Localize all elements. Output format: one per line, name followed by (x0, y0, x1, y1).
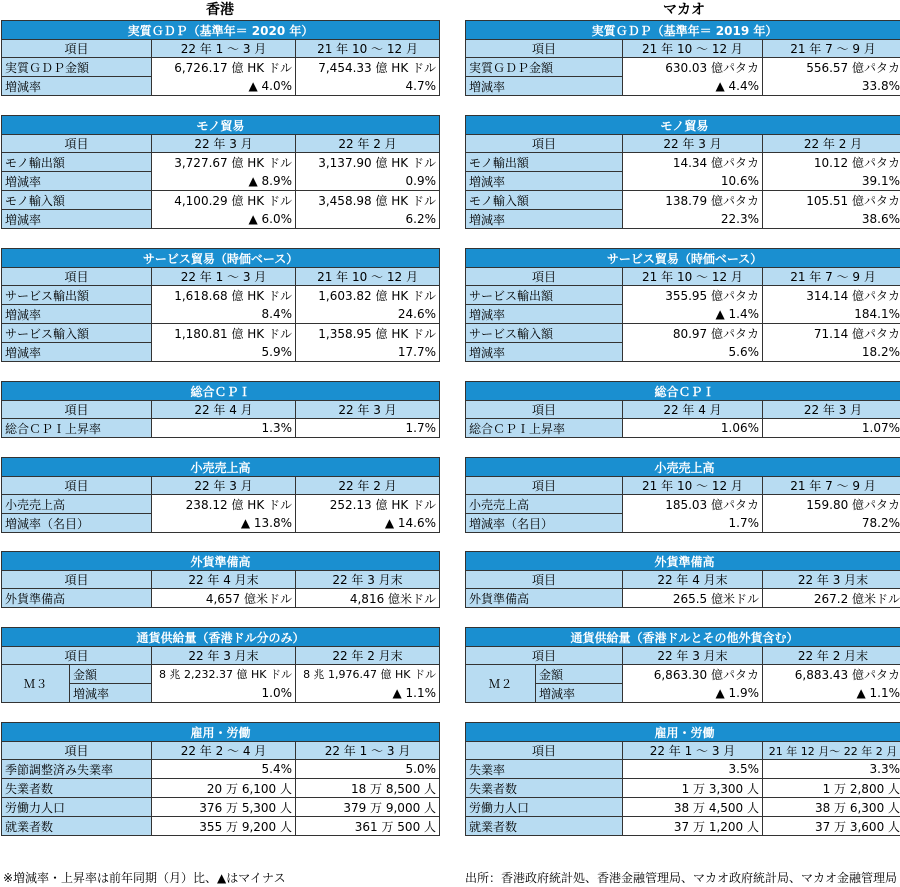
header-period-1: 22 年 1 ～ 3 月 (152, 40, 296, 58)
mo-services-table (465, 248, 900, 362)
header-item: 項目 (466, 401, 623, 419)
section-title: サービス貿易（時価ベース） (2, 249, 440, 268)
row-label: 増減率 (466, 172, 623, 191)
header-period-1: 22 年 4 月末 (152, 571, 296, 589)
mo-cpi-table (465, 381, 900, 438)
hong-kong-column (1, 0, 439, 836)
header-item: 項目 (466, 742, 623, 760)
value-cell: 71.14 億パタカ (763, 324, 900, 343)
row-label: サービス輸入額 (466, 324, 623, 343)
section-title: 総合ＣＰＩ (466, 382, 900, 401)
value-cell: 355 万 9,200 人 (152, 817, 296, 836)
value-cell: ▲ 13.8% (152, 514, 296, 533)
money-aggregate-label: Ｍ２ (466, 665, 536, 703)
section-title: 小売売上高 (466, 458, 900, 477)
value-cell: 376 万 5,300 人 (152, 798, 296, 817)
value-cell: 379 万 9,000 人 (296, 798, 440, 817)
header-period-1: 22 年 3 月末 (152, 647, 296, 665)
value-cell: ▲ 1.9% (623, 684, 763, 703)
row-label: 増減率 (2, 305, 152, 324)
value-cell: 185.03 億パタカ (623, 495, 763, 514)
value-cell: ▲ 1.1% (763, 684, 900, 703)
value-cell: 4,816 億米ドル (296, 589, 440, 608)
row-label: モノ輸出額 (466, 153, 623, 172)
hk-trade-table (1, 115, 440, 229)
section-title: モノ貿易 (2, 116, 440, 135)
value-cell: 78.2% (763, 514, 900, 533)
header-period-1: 22 年 3 月 (152, 135, 296, 153)
header-period-2: 22 年 2 月 (763, 135, 900, 153)
section-title: 小売売上高 (2, 458, 440, 477)
value-cell: 20 万 6,100 人 (152, 779, 296, 798)
header-item: 項目 (466, 647, 623, 665)
header-period-2: 22 年 2 月末 (296, 647, 440, 665)
value-cell: 17.7% (296, 343, 440, 362)
row-label: 実質ＧＤＰ金額 (2, 58, 152, 77)
header-period-2: 22 年 3 月末 (296, 571, 440, 589)
value-cell: 4,100.29 億 HK ドル (152, 191, 296, 210)
value-cell: 6,726.17 億 HK ドル (152, 58, 296, 77)
value-cell: 39.1% (763, 172, 900, 191)
header-period-2: 21 年 7 ～ 9 月 (763, 40, 900, 58)
header-period-1: 21 年 10 ～ 12 月 (623, 40, 763, 58)
value-cell: 3,458.98 億 HK ドル (296, 191, 440, 210)
value-cell: 184.1% (763, 305, 900, 324)
value-cell: ▲ 1.1% (296, 684, 440, 703)
value-cell: 18 万 8,500 人 (296, 779, 440, 798)
row-label: 増減率 (2, 343, 152, 362)
section-title: モノ貿易 (466, 116, 900, 135)
value-cell: ▲ 8.9% (152, 172, 296, 191)
value-cell: 24.6% (296, 305, 440, 324)
value-cell: ▲ 1.4% (623, 305, 763, 324)
value-cell: 38.6% (763, 210, 900, 229)
row-label: 増減率 (70, 684, 152, 703)
row-label: モノ輸出額 (2, 153, 152, 172)
header-item: 項目 (2, 268, 152, 286)
hk-retail-table (1, 457, 440, 533)
value-cell: 8.4% (152, 305, 296, 324)
value-cell: 159.80 億パタカ (763, 495, 900, 514)
value-cell: 6.2% (296, 210, 440, 229)
row-label: 実質ＧＤＰ金額 (466, 58, 623, 77)
header-period-2: 22 年 2 月 (296, 477, 440, 495)
value-cell: 556.57 億パタカ (763, 58, 900, 77)
header-period-1: 22 年 3 月 (623, 135, 763, 153)
section-title: 雇用・労働 (2, 723, 440, 742)
row-label: 失業率 (466, 760, 623, 779)
footnote: ※増減率・上昇率は前年同期（月）比、▲はマイナス (3, 871, 286, 885)
header-period-1: 22 年 4 月 (152, 401, 296, 419)
header-item: 項目 (2, 742, 152, 760)
region-title-macau: マカオ (663, 2, 705, 18)
value-cell: 3.3% (763, 760, 900, 779)
value-cell: ▲ 4.0% (152, 77, 296, 96)
header-item: 項目 (466, 135, 623, 153)
section-title: 通貨供給量（香港ドル分のみ） (2, 628, 440, 647)
value-cell: ▲ 6.0% (152, 210, 296, 229)
header-item: 項目 (2, 647, 152, 665)
value-cell: 0.9% (296, 172, 440, 191)
header-period-1: 22 年 2 ～ 4 月 (152, 742, 296, 760)
value-cell: 1.7% (623, 514, 763, 533)
header-period-1: 21 年 10 ～ 12 月 (623, 477, 763, 495)
value-cell: 1,358.95 億 HK ドル (296, 324, 440, 343)
hk-services-table (1, 248, 440, 362)
row-label: 外貨準備高 (466, 589, 623, 608)
row-label: モノ輸入額 (466, 191, 623, 210)
value-cell: 38 万 6,300 人 (763, 798, 900, 817)
value-cell: 37 万 1,200 人 (623, 817, 763, 836)
header-period-2: 22 年 3 月 (763, 401, 900, 419)
mo-trade-table (465, 115, 900, 229)
header-item: 項目 (2, 477, 152, 495)
value-cell: ▲ 14.6% (296, 514, 440, 533)
value-cell: 1 万 2,800 人 (763, 779, 900, 798)
row-label: 小売売上高 (2, 495, 152, 514)
header-item: 項目 (466, 477, 623, 495)
value-cell: 238.12 億 HK ドル (152, 495, 296, 514)
header-period-1: 22 年 3 月 (152, 477, 296, 495)
header-period-1: 21 年 10 ～ 12 月 (623, 268, 763, 286)
value-cell: 1 万 3,300 人 (623, 779, 763, 798)
row-label: 金額 (70, 665, 152, 684)
section-title: サービス貿易（時価ベース） (466, 249, 900, 268)
value-cell: 3,727.67 億 HK ドル (152, 153, 296, 172)
value-cell: 361 万 500 人 (296, 817, 440, 836)
row-label: 外貨準備高 (2, 589, 152, 608)
row-label: サービス輸入額 (2, 324, 152, 343)
header-item: 項目 (466, 268, 623, 286)
money-aggregate-label: Ｍ３ (2, 665, 70, 703)
section-title: 通貨供給量（香港ドルとその他外貨含む） (466, 628, 900, 647)
value-cell: 252.13 億 HK ドル (296, 495, 440, 514)
source-note: 出所：香港政府統計処、香港金融管理局、マカオ政府統計局、マカオ金融管理局 (464, 871, 897, 885)
value-cell: 6,863.30 億パタカ (623, 665, 763, 684)
section-title: 実質ＧＤＰ（基準年＝ 2019 年） (466, 21, 900, 40)
value-cell: 1,180.81 億 HK ドル (152, 324, 296, 343)
value-cell: 80.97 億パタカ (623, 324, 763, 343)
value-cell: 1,618.68 億 HK ドル (152, 286, 296, 305)
value-cell: 33.8% (763, 77, 900, 96)
header-period-2: 22 年 2 月末 (763, 647, 900, 665)
header-period-2: 21 年 7 ～ 9 月 (763, 268, 900, 286)
mo-money-supply-table (465, 627, 900, 703)
region-title-hong-kong: 香港 (206, 2, 234, 18)
value-cell: 105.51 億パタカ (763, 191, 900, 210)
value-cell: 4.7% (296, 77, 440, 96)
header-item: 項目 (2, 40, 152, 58)
header-period-1: 22 年 1 ～ 3 月 (623, 742, 763, 760)
value-cell: 5.0% (296, 760, 440, 779)
row-label: モノ輸入額 (2, 191, 152, 210)
row-label: 金額 (536, 665, 623, 684)
value-cell: 37 万 3,600 人 (763, 817, 900, 836)
header-item: 項目 (466, 40, 623, 58)
value-cell: 1.07% (763, 419, 900, 438)
value-cell: 138.79 億パタカ (623, 191, 763, 210)
value-cell: ▲ 4.4% (623, 77, 763, 96)
header-period-2: 21 年 7 ～ 9 月 (763, 477, 900, 495)
header-period-1: 22 年 3 月末 (623, 647, 763, 665)
row-label: 増減率 (466, 305, 623, 324)
section-title: 雇用・労働 (466, 723, 900, 742)
value-cell: 38 万 4,500 人 (623, 798, 763, 817)
value-cell: 6,883.43 億パタカ (763, 665, 900, 684)
value-cell: 7,454.33 億 HK ドル (296, 58, 440, 77)
header-period-2: 22 年 3 月 (296, 401, 440, 419)
row-label: 増減率 (2, 210, 152, 229)
value-cell: 314.14 億パタカ (763, 286, 900, 305)
header-item: 項目 (2, 401, 152, 419)
value-cell: 1.06% (623, 419, 763, 438)
value-cell: 10.6% (623, 172, 763, 191)
row-label: 失業者数 (466, 779, 623, 798)
value-cell: 1.0% (152, 684, 296, 703)
row-label: 増減率 (466, 210, 623, 229)
value-cell: 10.12 億パタカ (763, 153, 900, 172)
row-label: 労働力人口 (2, 798, 152, 817)
value-cell: 5.9% (152, 343, 296, 362)
value-cell: 630.03 億パタカ (623, 58, 763, 77)
value-cell: 8 兆 1,976.47 億 HK ドル (296, 665, 440, 684)
value-cell: 22.3% (623, 210, 763, 229)
row-label: 総合ＣＰＩ上昇率 (466, 419, 623, 438)
hk-cpi-table (1, 381, 440, 438)
header-period-1: 22 年 4 月末 (623, 571, 763, 589)
row-label: 増減率 (2, 172, 152, 191)
value-cell: 14.34 億パタカ (623, 153, 763, 172)
header-item: 項目 (2, 571, 152, 589)
row-label: 小売売上高 (466, 495, 623, 514)
hk-money-supply-table (1, 627, 440, 703)
mo-fx-reserves-table (465, 551, 900, 608)
row-label: 増減率（名目） (2, 514, 152, 533)
header-period-2: 22 年 3 月末 (763, 571, 900, 589)
value-cell: 3.5% (623, 760, 763, 779)
header-period-1: 22 年 1 ～ 3 月 (152, 268, 296, 286)
row-label: サービス輸出額 (466, 286, 623, 305)
header-period-2: 21 年 12 月～ 22 年 2 月 (763, 742, 900, 760)
section-title: 外貨準備高 (466, 552, 900, 571)
value-cell: 1.7% (296, 419, 440, 438)
value-cell: 1,603.82 億 HK ドル (296, 286, 440, 305)
row-label: 労働力人口 (466, 798, 623, 817)
value-cell: 4,657 億米ドル (152, 589, 296, 608)
mo-retail-table (465, 457, 900, 533)
header-period-2: 22 年 1 ～ 3 月 (296, 742, 440, 760)
mo-gdp-table (465, 20, 900, 96)
macau-column (465, 0, 900, 836)
value-cell: 3,137.90 億 HK ドル (296, 153, 440, 172)
hk-fx-reserves-table (1, 551, 440, 608)
header-period-2: 21 年 10 ～ 12 月 (296, 40, 440, 58)
value-cell: 355.95 億パタカ (623, 286, 763, 305)
value-cell: 1.3% (152, 419, 296, 438)
row-label: 増減率 (466, 343, 623, 362)
value-cell: 8 兆 2,232.37 億 HK ドル (152, 665, 296, 684)
row-label: サービス輸出額 (2, 286, 152, 305)
row-label: 増減率（名目） (466, 514, 623, 533)
row-label: 就業者数 (466, 817, 623, 836)
section-title: 実質ＧＤＰ（基準年＝ 2020 年） (2, 21, 440, 40)
row-label: 増減率 (466, 77, 623, 96)
row-label: 失業者数 (2, 779, 152, 798)
hk-gdp-table (1, 20, 440, 96)
section-title: 総合ＣＰＩ (2, 382, 440, 401)
header-item: 項目 (2, 135, 152, 153)
value-cell: 265.5 億米ドル (623, 589, 763, 608)
value-cell: 267.2 億米ドル (763, 589, 900, 608)
row-label: 増減率 (536, 684, 623, 703)
row-label: 季節調整済み失業率 (2, 760, 152, 779)
header-item: 項目 (466, 571, 623, 589)
value-cell: 5.4% (152, 760, 296, 779)
section-title: 外貨準備高 (2, 552, 440, 571)
row-label: 増減率 (2, 77, 152, 96)
row-label: 就業者数 (2, 817, 152, 836)
value-cell: 5.6% (623, 343, 763, 362)
row-label: 総合ＣＰＩ上昇率 (2, 419, 152, 438)
header-period-1: 22 年 4 月 (623, 401, 763, 419)
header-period-2: 21 年 10 ～ 12 月 (296, 268, 440, 286)
mo-employment-table (465, 722, 900, 836)
header-period-2: 22 年 2 月 (296, 135, 440, 153)
hk-employment-table (1, 722, 440, 836)
value-cell: 18.2% (763, 343, 900, 362)
